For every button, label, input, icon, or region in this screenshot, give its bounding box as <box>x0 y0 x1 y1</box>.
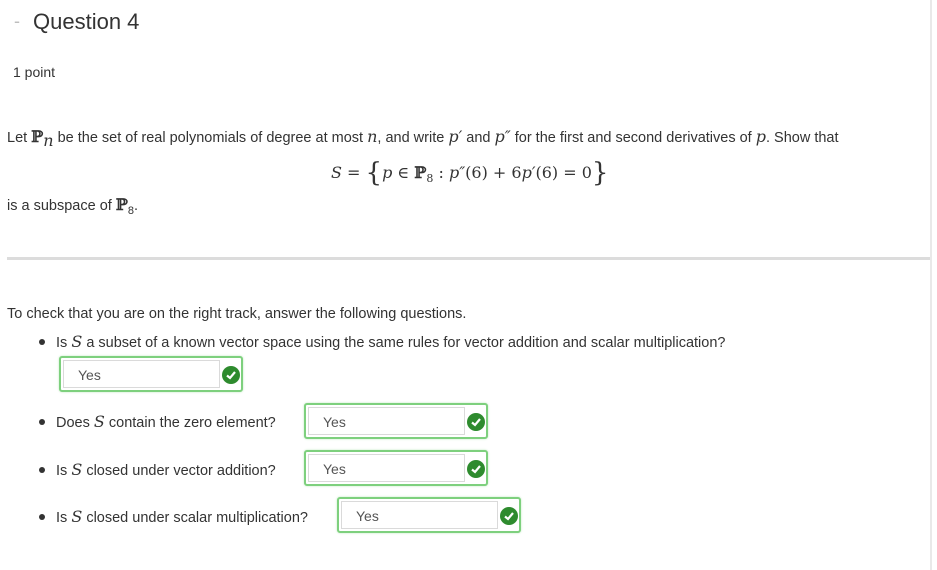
bullet-icon <box>39 514 45 520</box>
text-conclusion: is a subspace of <box>7 198 112 214</box>
question-post: a subset of a known vector space using the same rules for vector addition and scalar multiplication? <box>86 335 726 351</box>
answer-select[interactable] <box>59 356 243 392</box>
eq-arg1: (6) + 6 <box>465 163 522 182</box>
math-p-prime: p′ <box>448 127 463 146</box>
math-p-double-prime: p″ <box>494 127 511 146</box>
answer-select[interactable] <box>304 450 488 486</box>
math-S: S <box>71 460 83 479</box>
eq-pdd: p″ <box>448 163 466 182</box>
text-and: and <box>466 130 491 146</box>
checkmark-icon <box>467 460 485 478</box>
question-item <box>39 332 725 351</box>
question-item <box>39 507 308 526</box>
math-S: S <box>71 507 83 526</box>
math-8-sub: 8 <box>127 204 134 217</box>
checkmark-icon <box>222 366 240 384</box>
collapse-toggle[interactable]: - <box>14 11 20 31</box>
question-post: closed under vector addition? <box>86 463 276 479</box>
set-definition-equation <box>331 158 608 188</box>
math-n: n <box>367 127 378 146</box>
math-n-sub: n <box>43 130 54 150</box>
bullet-icon <box>39 419 45 425</box>
problem-statement <box>7 127 839 150</box>
checkmark-icon <box>467 413 485 431</box>
eq-P: ℙ <box>414 163 427 182</box>
text-and-write: , and write <box>377 130 445 146</box>
question-pre: Is <box>56 510 68 526</box>
math-S: S <box>71 332 83 351</box>
eq-arg2: (6) = 0 <box>535 163 592 182</box>
question-pre: Is <box>56 463 68 479</box>
checkmark-icon <box>500 507 518 525</box>
question-pre: Does <box>56 415 90 431</box>
question-post: contain the zero element? <box>108 415 276 431</box>
bullet-icon <box>39 339 45 345</box>
answer-value[interactable]: Yes <box>308 454 465 482</box>
eq-S: S <box>331 163 342 182</box>
eq-8: 8 <box>426 172 434 186</box>
answer-value[interactable]: Yes <box>341 501 498 529</box>
math-p: p <box>755 127 766 146</box>
bullet-icon <box>39 467 45 473</box>
question-pre: Is <box>56 335 68 351</box>
conclusion-text: is a subspace of ℙ$_8$. <box>7 195 139 217</box>
text-be-set: be the set of real polynomials of degree at most <box>57 130 364 146</box>
math-S: S <box>93 412 105 431</box>
answer-select[interactable] <box>337 497 521 533</box>
eq-pd: p′ <box>521 163 536 182</box>
answer-value[interactable]: Yes <box>63 360 220 388</box>
text-let: Let <box>7 130 28 146</box>
answer-select[interactable] <box>304 403 488 439</box>
question-post: closed under scalar multiplication? <box>86 510 308 526</box>
eq-in: ∈ <box>392 163 415 182</box>
eq-equals: = <box>341 163 366 182</box>
math-P: ℙ <box>31 127 44 146</box>
eq-colon: : <box>433 163 449 182</box>
eq-right-brace: } <box>591 158 609 188</box>
question-title: Question 4 <box>33 9 140 34</box>
question-item <box>39 460 276 479</box>
section-divider <box>7 257 930 260</box>
text-show-that: . Show that <box>765 130 839 146</box>
eq-p: p <box>382 163 393 182</box>
question-item <box>39 412 276 431</box>
page-right-border <box>930 0 932 570</box>
math-P8: ℙ <box>115 195 128 214</box>
eq-left-brace: { <box>365 158 383 188</box>
question-points: 1 point <box>13 64 56 80</box>
text-derivs: for the first and second derivatives of <box>514 130 752 146</box>
check-prompt: To check that you are on the right track, answer the following questions. <box>7 306 467 322</box>
answer-value[interactable]: Yes <box>308 407 465 435</box>
